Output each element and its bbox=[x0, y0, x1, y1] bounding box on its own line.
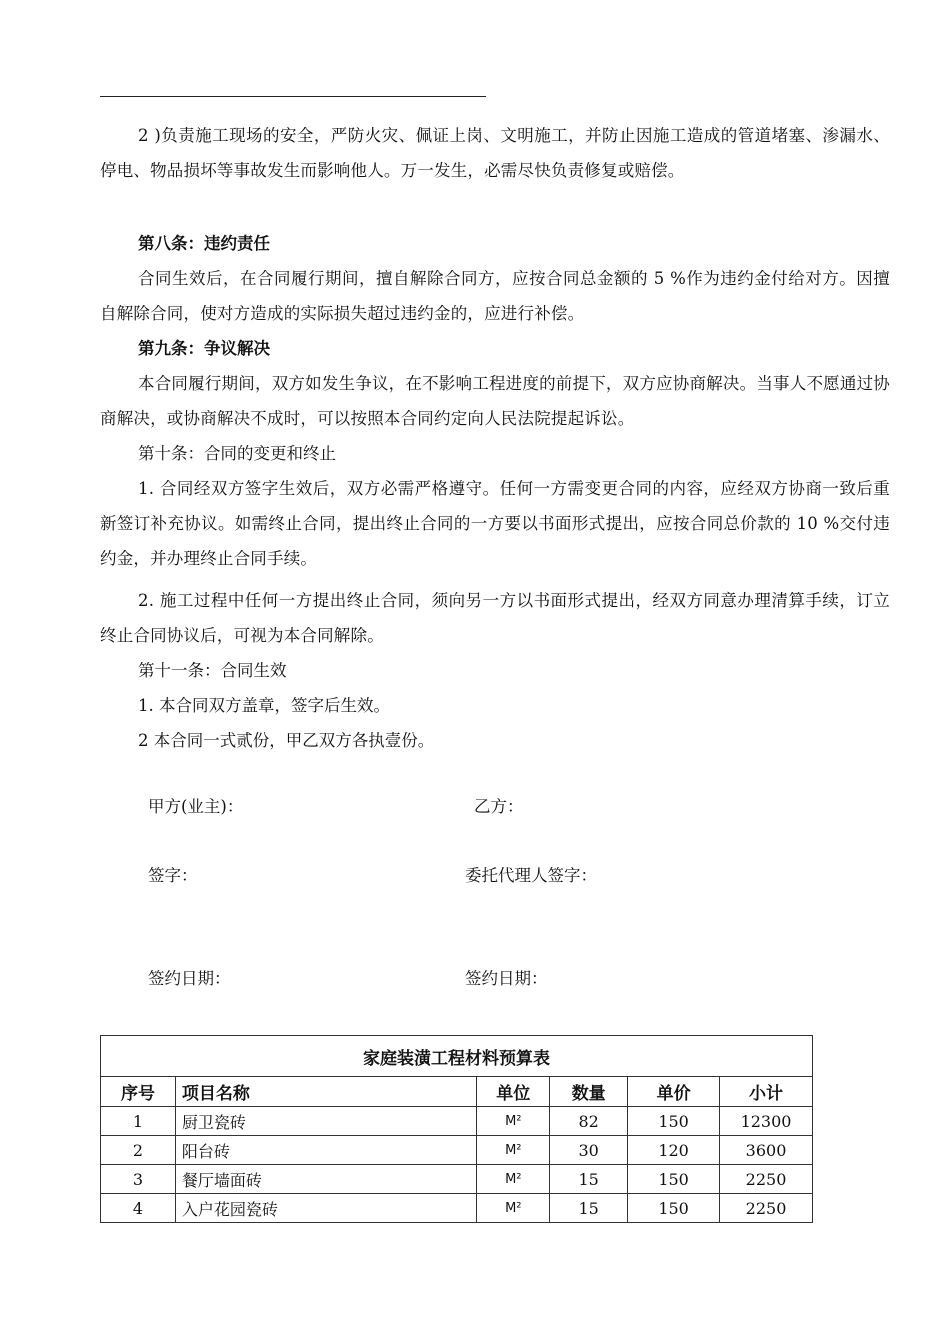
clause8-heading: 第八条：违约责任 bbox=[138, 234, 270, 253]
cell-subtotal: 2250 bbox=[720, 1194, 813, 1223]
cell-index: 2 bbox=[101, 1136, 176, 1165]
cell-item-name: 阳台砖 bbox=[175, 1136, 476, 1165]
cell-unit-price: 150 bbox=[628, 1194, 720, 1223]
party-a-date-label: 签约日期： bbox=[148, 969, 231, 988]
budget-table-header-row bbox=[101, 1077, 813, 1107]
cell-quantity: 15 bbox=[550, 1165, 628, 1194]
clause8-text: 合同生效后，在合同履行期间，擅自解除合同方，应按合同总金额的 5 %作为违约金付给对方。因擅自解除合同，使对方造成的实际损失超过违约金的，应进行补偿。 bbox=[100, 269, 890, 323]
clause10-heading: 第十条：合同的变更和终止 bbox=[138, 444, 336, 463]
cell-index: 1 bbox=[101, 1107, 176, 1136]
cell-quantity: 82 bbox=[550, 1107, 628, 1136]
cell-subtotal: 12300 bbox=[720, 1107, 813, 1136]
header-unit-price: 单价 bbox=[628, 1077, 720, 1107]
cell-subtotal: 3600 bbox=[720, 1136, 813, 1165]
clause10-item2: 2. 施工过程中任何一方提出终止合同，须向另一方以书面形式提出，经双方同意办理清算手续，订立终止合同协议后，可视为本合同解除。 bbox=[100, 591, 890, 645]
clause7-item2: 2 )负责施工现场的安全，严防火灾、佩证上岗、文明施工，并防止因施工造成的管道堵塞、渗漏水、停电、物品损坏等事故发生而影响他人。万一发生，必需尽快负责修复或赔偿。 bbox=[100, 126, 890, 180]
clause11-item2: 2 本合同一式贰份，甲乙双方各执壹份。 bbox=[138, 731, 435, 750]
cell-item-name: 餐厅墙面砖 bbox=[175, 1165, 476, 1194]
table-row bbox=[101, 1194, 813, 1223]
cell-unit: M² bbox=[477, 1136, 550, 1165]
party-a-label: 甲方(业主)： bbox=[148, 797, 244, 816]
party-a-signature-label: 签字： bbox=[148, 866, 198, 885]
header-unit: 单位 bbox=[477, 1077, 550, 1107]
cell-unit-price: 150 bbox=[628, 1107, 720, 1136]
table-row bbox=[101, 1136, 813, 1165]
cell-index: 3 bbox=[101, 1165, 176, 1194]
cell-quantity: 15 bbox=[550, 1194, 628, 1223]
cell-quantity: 30 bbox=[550, 1136, 628, 1165]
clause10-item1: 1. 合同经双方签字生效后，双方必需严格遵守。任何一方需变更合同的内容，应经双方协商一致后重新签订补充协议。如需终止合同，提出终止合同的一方要以书面形式提出，应按合同总价款的 10 %交付违约金，并办理终止合同手续。 bbox=[100, 479, 890, 568]
cell-unit: M² bbox=[477, 1165, 550, 1194]
table-row bbox=[101, 1165, 813, 1194]
budget-table-title-row bbox=[101, 1036, 813, 1077]
cell-subtotal: 2250 bbox=[720, 1165, 813, 1194]
party-b-date-label: 签约日期： bbox=[465, 969, 548, 988]
cell-unit-price: 150 bbox=[628, 1165, 720, 1194]
budget-table-title: 家庭装潢工程材料预算表 bbox=[101, 1036, 813, 1077]
party-b-agent-signature-label: 委托代理人签字： bbox=[465, 866, 597, 885]
clause9-text: 本合同履行期间，双方如发生争议，在不影响工程进度的前提下，双方应协商解决。当事人不愿通过协商解决，或协商解决不成时，可以按照本合同约定向人民法院提起诉讼。 bbox=[100, 374, 890, 428]
header-item-name: 项目名称 bbox=[175, 1077, 476, 1107]
clause9-heading: 第九条：争议解决 bbox=[138, 339, 270, 358]
clause11-item1: 1. 本合同双方盖章，签字后生效。 bbox=[138, 696, 390, 715]
cell-unit: M² bbox=[477, 1194, 550, 1223]
header-rule bbox=[100, 96, 486, 97]
header-quantity: 数量 bbox=[550, 1077, 628, 1107]
cell-item-name: 入户花园瓷砖 bbox=[175, 1194, 476, 1223]
header-subtotal: 小计 bbox=[720, 1077, 813, 1107]
cell-unit-price: 120 bbox=[628, 1136, 720, 1165]
header-index: 序号 bbox=[101, 1077, 176, 1107]
table-row bbox=[101, 1107, 813, 1136]
clause11-heading: 第十一条：合同生效 bbox=[138, 661, 287, 680]
budget-table bbox=[100, 1035, 813, 1223]
cell-index: 4 bbox=[101, 1194, 176, 1223]
cell-unit: M² bbox=[477, 1107, 550, 1136]
cell-item-name: 厨卫瓷砖 bbox=[175, 1107, 476, 1136]
party-b-label: 乙方： bbox=[474, 797, 524, 816]
